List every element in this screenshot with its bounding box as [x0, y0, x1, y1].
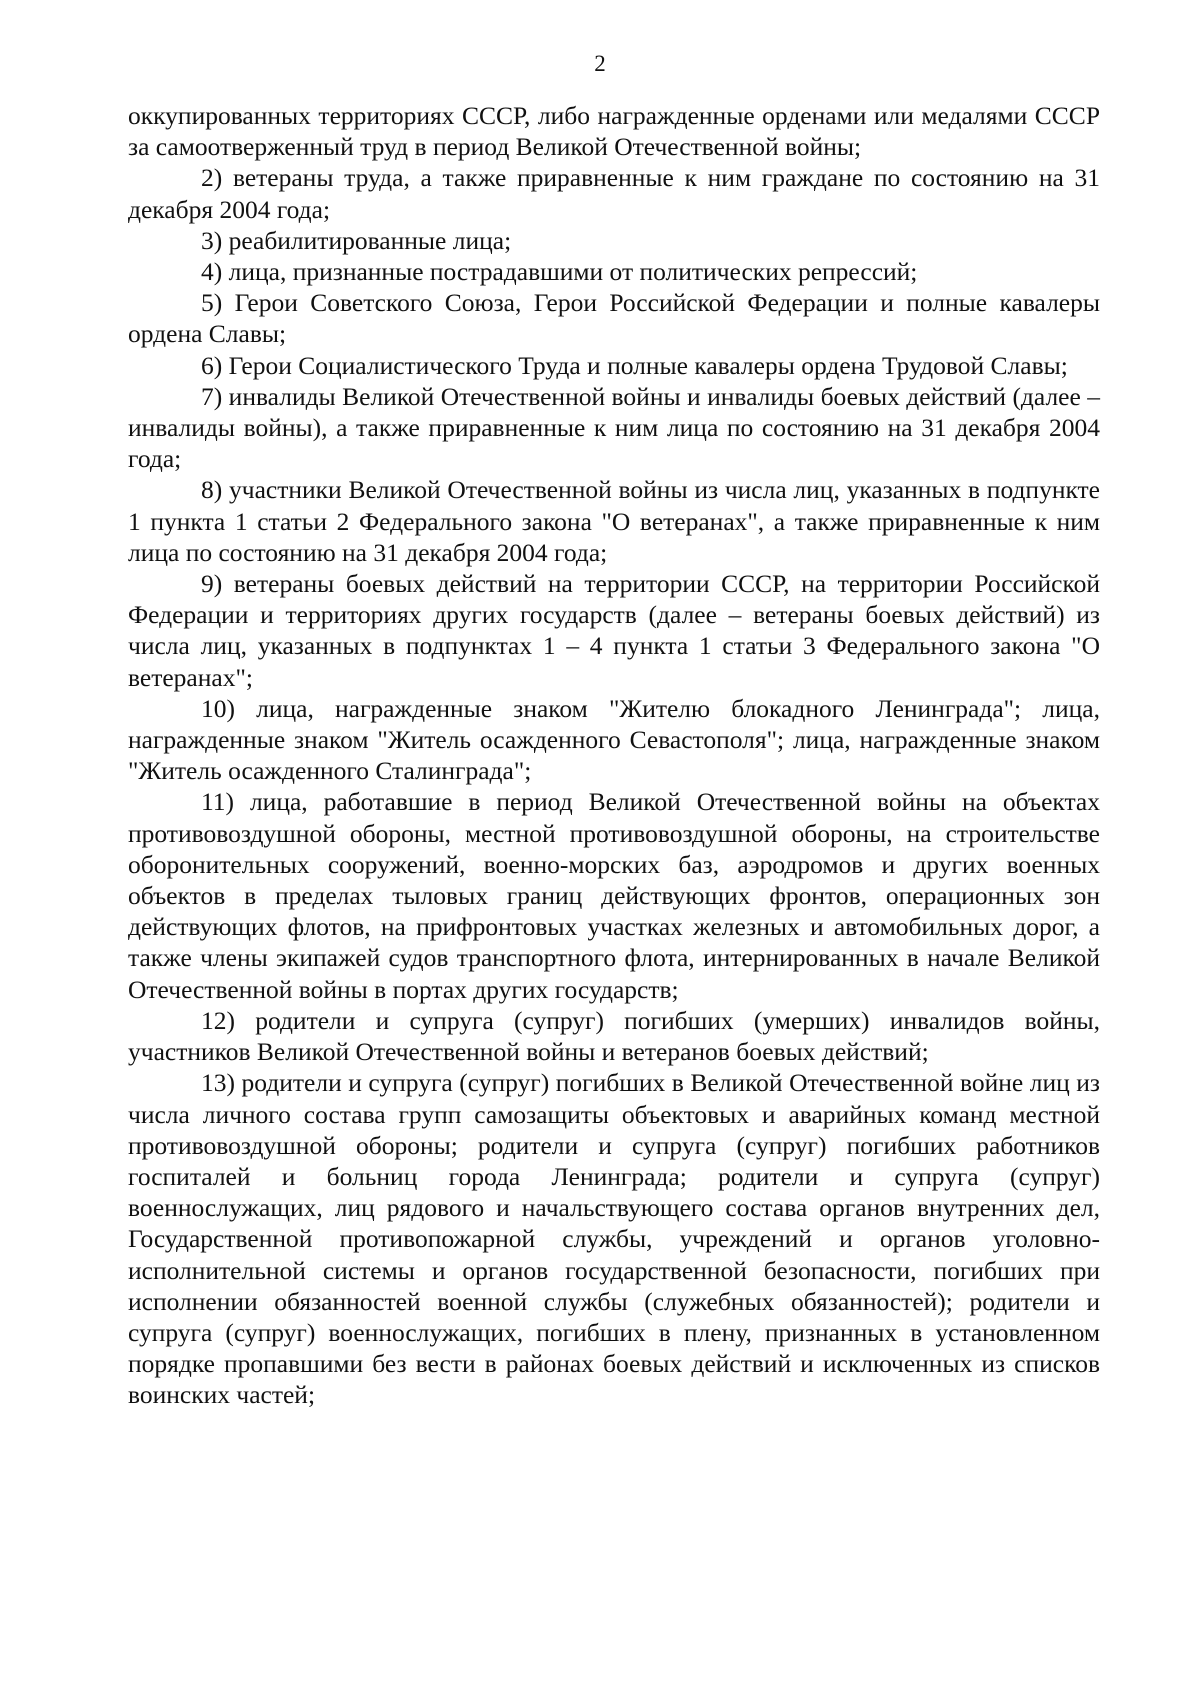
- paragraph-continuation: оккупированных территориях СССР, либо награжденные орденами или медалями СССР за самоотверженный труд в период Великой Отечественной войны;: [128, 101, 1100, 162]
- list-item-12: 12) родители и супруга (супруг) погибших (умерших) инвалидов войны, участников Великой Отечественной войны и ветеранов боевых действий;: [128, 1005, 1100, 1067]
- list-item-5: 5) Герои Советского Союза, Герои Российской Федерации и полные кавалеры ордена Славы;: [128, 288, 1100, 349]
- document-body: [128, 100, 1100, 1411]
- list-item-7: 7) инвалиды Великой Отечественной войны и инвалиды боевых действий (далее – инвалиды войны), а также приравненные к ним лица по состоянию на 31 декабря 2004 года;: [128, 381, 1100, 474]
- list-item-3: 3) реабилитированные лица;: [201, 225, 512, 255]
- list-item-11: 11) лица, работавшие в период Великой Отечественной войны на объектах противовоздушной обороны, местной противовоздушной обороны, на строительстве оборонительных сооружений, военно-морских баз, аэродромов и других военных объектов в пределах тыловых границ действующих фронтов, операционных зон действующих флотов, на прифронтовых участках железных и автомобильных дорог, а также члены экипажей судов транспортного флота, интернированных в начале Великой Отечественной войны в портах других государств;: [128, 787, 1100, 1004]
- list-item-8: 8) участники Великой Отечественной войны из числа лиц, указанных в подпункте 1 пункта 1 статьи 2 Федерального закона "О ветеранах", а также приравненные к ним лица по состоянию на 31 декабря 2004 года;: [128, 475, 1100, 567]
- list-item-4: 4) лица, признанные пострадавшими от политических репрессий;: [201, 257, 918, 287]
- list-item-13: 13) родители и супруга (супруг) погибших в Великой Отечественной войне лиц из числа личного состава групп самозащиты объектовых и аварийных команд местной противовоздушной обороны; родители и супруга (супруг) погибших работников госпиталей и больниц города Ленинграда; родители и супруга (супруг) военнослужащих, лиц рядового и начальствующего состава органов внутренних дел, Государственной противопожарной службы, учреждений и органов уголовно-исполнительной системы и органов государственной безопасности, погибших при исполнении обязанностей военной службы (служебных обязанностей); родители и супруга (супруг) военнослужащих, погибших в плену, признанных в установленном порядке пропавшими без вести в районах боевых действий и исключенных из списков воинских частей;: [128, 1068, 1100, 1410]
- page-number: 2: [594, 51, 606, 76]
- list-item-10: 10) лица, награжденные знаком "Жителю блокадного Ленинграда"; лица, награжденные знаком "Житель осажденного Севастополя"; лица, награжденные знаком "Житель осажденного Сталинграда";: [128, 693, 1100, 786]
- list-item-9: 9) ветераны боевых действий на территории СССР, на территории Российской Федерации и территориях других государств (далее – ветераны боевых действий) из числа лиц, указанных в подпунктах 1 – 4 пункта 1 статьи 3 Федерального закона "О ветеранах";: [128, 569, 1100, 692]
- list-item-6: 6) Герои Социалистического Труда и полные кавалеры ордена Трудовой Славы;: [201, 350, 1068, 380]
- list-item-2: 2) ветераны труда, а также приравненные к ним граждане по состоянию на 31 декабря 2004 года;: [128, 163, 1100, 224]
